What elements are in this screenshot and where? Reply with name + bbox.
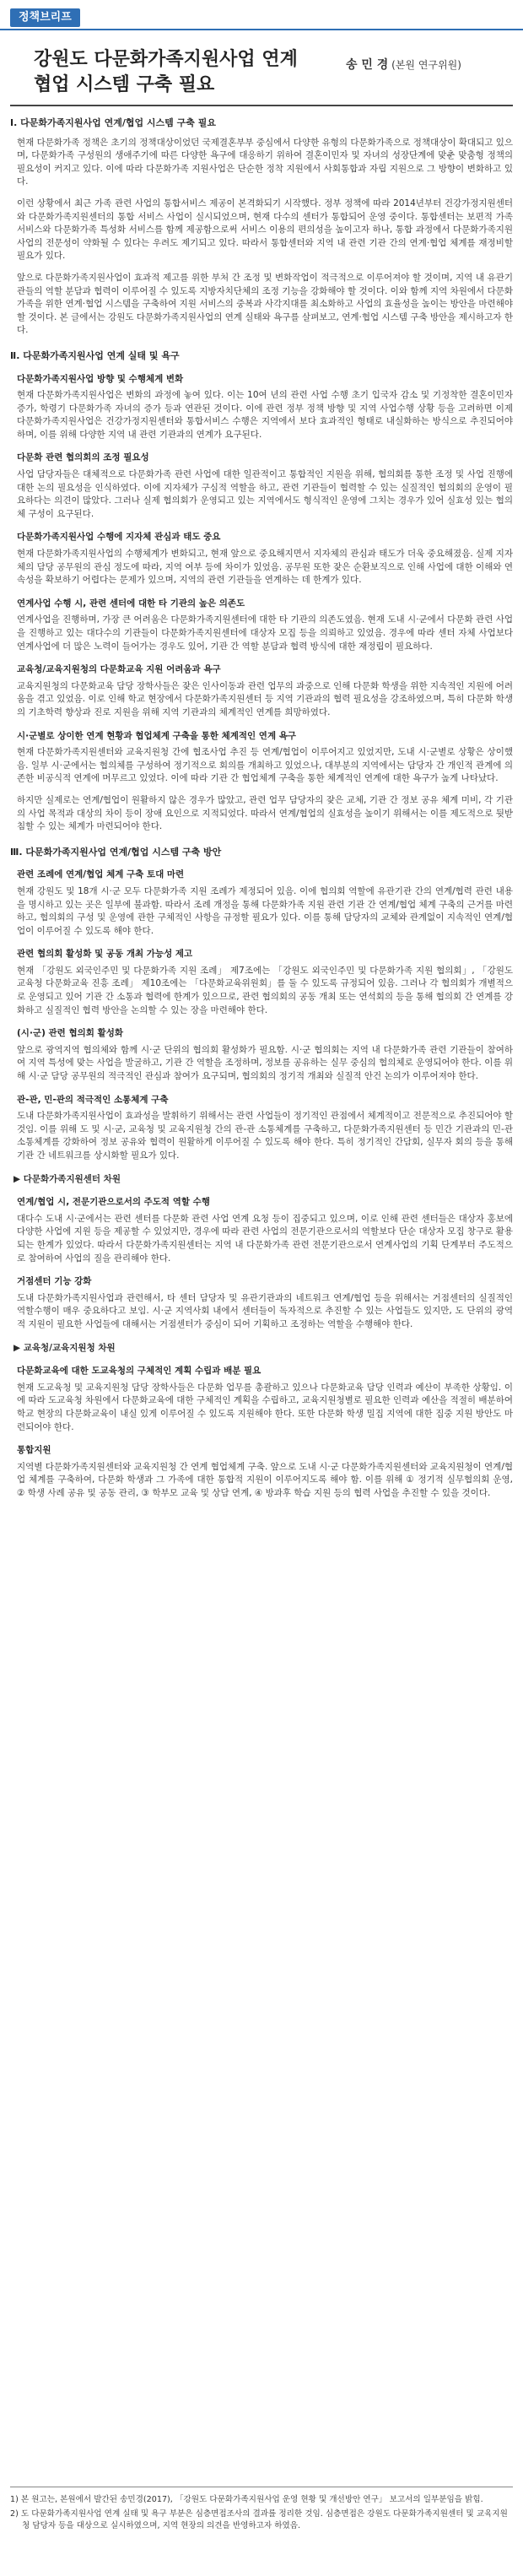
title-line-1: 강원도 다문화가족지원사업 연계 — [34, 49, 298, 70]
subsection-heading: 통합지원 — [17, 1445, 51, 1456]
paragraph: 하지만 실제로는 연계/협업이 원활하지 않은 경우가 많았고, 관련 업무 담당자의 잦은 교체, 기관 간 정보 공유 체계 미비, 각 기관의 사업 목적과 대상의 차이 등이 장애 요인으로 지적되었다. 따라서 연계/협업의 실효성을 높이기 위해서는 이를 제도적으로 뒷받침할 수 있는 체계가 마련되어야 한다. — [17, 794, 513, 832]
paragraph: 앞으로 광역지역 협의체와 함께 시·군 단위의 협의회 활성화가 필요함. 시·군 협의회는 지역 내 다문화가족 관련 기관들이 참여하여 지역 특성에 맞는 사업을 발굴하고, 기관 간 역할을 조정하며, 정보를 공유하는 실무 중심의 협의체로 운영되어야 한다. 이를 위해 시·군 담당 공무원의 적극적인 관심과 참여가 요구되며, 협의회의 정기적 개최와 실질적 안건 논의가 이루어져야 한다. — [17, 1044, 513, 1082]
brand-label: 정책브리프 — [10, 8, 80, 27]
paragraph: 사업 담당자들은 대체적으로 다문화가족 관련 사업에 대한 일관적이고 통합적인 지원을 위해, 협의회를 통한 조정 및 사업 진행에 대한 논의 필요성을 인식하였다. 이에 지자체가 구심적 역할을 하고, 관련 기관들이 협력할 수 있는 실질적인 협의회의 운영이 필요하다는 의견이 많았다. 그러나 실제 협의회가 운영되고 있는 지역에서도 형식적인 운영에 그치는 경우가 있어 실효성 있는 협의체 구성이 요구된다. — [17, 469, 513, 519]
paragraph: 현재 「강원도 외국인주민 및 다문화가족 지원 조례」 제7조에는 「강원도 외국인주민 및 다문화가족 지원 협의회」, 「강원도 교육청 다문화교육 진흥 조례」 제10조에는 「다문화교육위원회」를 둘 수 있도록 규정되어 있음. 그러나 각 협의회가 개별적으로 운영되고 있어 기관 간 소통과 협력에 한계가 있으므로, 관련 협의회의 공동 개최 또는 연석회의 등을 통해 협의회 간 연계를 강화하고 실질적인 협력 방안을 논의할 수 있는 장을 마련해야 한다. — [17, 965, 513, 1015]
article-title — [34, 47, 405, 98]
subsection-heading: 교육청/교육지원청의 다문화교육 지원 어려움과 욕구 — [17, 664, 221, 675]
footnote: 2) 도 다문화가족지원사업 연계 실태 및 욕구 부분은 심층면접조사의 결과를 정리한 것임. 심층면접은 강원도 다문화가족지원센터 및 교육지원청 담당자 등을 대상으로 실시하였으며, 지역 현장의 의견을 반영하고자 하였음. — [10, 2509, 508, 2530]
bullet-heading: ▶ 교육청/교육지원청 차원 — [13, 1342, 116, 1353]
title-divider — [10, 105, 513, 106]
author-credit — [346, 56, 461, 73]
brand-divider — [0, 29, 523, 30]
paragraph: 연계사업을 진행하며, 가장 큰 어려움은 다문화가족지원센터에 대한 타 기관의 의존도였음. 현재 도내 시·군에서 다문화 관련 사업을 진행하고 있는 대다수의 기관들이 다문화가족지원센터에 대상자 모집 등을 의뢰하고 있었음. 경우에 따라 센터 자체 사업보다 연계사업에 더 많은 노력이 들어가는 경우도 있어, 기관 간 역할 분담과 협력 방식에 대한 재정립이 필요하다. — [17, 614, 513, 652]
section-heading: Ⅲ. 다문화가족지원사업 연계/협업 시스템 구축 방안 — [10, 846, 222, 858]
paragraph: 도내 다문화가족지원사업이 효과성을 발휘하기 위해서는 관련 사업들이 정기적인 관점에서 체계적이고 전문적으로 추진되어야 할 것임. 이를 위해 도 및 시·군, 교육청 및 교육지원청 간의 관-관 소통체계를 구축하고, 다문화가족지원센터 등 민간 기관과의 민-관 소통체계를 강화하여 정보 공유와 협력이 원활하게 이루어질 수 있도록 해야 한다. 특히 정기적인 간담회, 실무자 회의 등을 통해 기관 간 네트워크를 상시화할 필요가 있다. — [17, 1111, 513, 1161]
subsection-heading: 관-관, 민-관의 적극적인 소통체계 구축 — [17, 1094, 169, 1105]
paragraph: 앞으로 다문화가족지원사업이 효과적 제고를 위한 부처 간 조정 및 변화작업이 적극적으로 이루어져야 할 것이며, 지역 내 유관기관들의 역할 분담과 협력이 이루어질 수 있도록 지방자치단체의 조정 기능을 강화해야 할 것이다. 이와 함께 지역 차원에서 다문화가족을 위한 연계·협업 시스템을 구축하여 지원 서비스의 중복과 사각지대를 최소화하고 사업의 효율성을 높이는 방안을 마련해야 할 것이다. 본 글에서는 강원도 다문화가족지원사업의 연계 실태와 욕구를 살펴보고, 연계·협업 시스템 구축 방안을 제시하고자 한다. — [17, 272, 513, 336]
author-affiliation: (본원 연구위원) — [391, 59, 461, 71]
title-line-2: 협업 시스템 구축 필요 — [34, 74, 215, 95]
footnotes — [10, 2487, 513, 2535]
footnote: 1) 본 원고는, 본원에서 발간된 송민경(2017), 「강원도 다문화가족지원사업 운영 현황 및 개선방안 연구」 보고서의 일부분임을 밝힘. — [10, 2495, 483, 2504]
paragraph: 현재 강원도 및 18개 시·군 모두 다문화가족 지원 조례가 제정되어 있음. 이에 협의회 역할에 유관기관 간의 연계/협력 관련 내용을 명시하고 있는 곳은 일부에 불과함. 따라서 조례 개정을 통해 다문화가족 지원 관련 기관 간 연계/협업 체계 구축의 근거를 마련하고, 협의회의 구성 및 운영에 관한 구체적인 사항을 규정할 필요가 있다. 이를 통해 담당자의 교체와 관계없이 지속적인 연계/협업이 이루어질 수 있도록 해야 한다. — [17, 885, 513, 936]
subsection-heading: 다문화가족지원사업 방향 및 수행체계 변화 — [17, 373, 184, 384]
bullet-heading: ▶ 다문화가족지원센터 차원 — [13, 1173, 121, 1184]
subsection-heading: 관련 조례에 연계/협업 체계 구축 토대 마련 — [17, 869, 185, 880]
subsection-heading: 다문화 관련 협의회의 조정 필요성 — [17, 452, 149, 463]
paragraph: 도내 다문화가족지원사업과 관련해서, 타 센터 담당자 및 유관기관과의 네트워크 연계/협업 등을 위해서는 거점센터의 실질적인 역할수행이 매우 중요하다고 보임. 시·군 지역사회 내에서 센터들이 독자적으로 추진할 수 있는 사업들도 있지만, 도 단위의 광역적 지원이 필요한 사업들에 대해서는 거점센터가 중심이 되어 기획하고 조정하는 역할을 수행해야 한다. — [17, 1292, 513, 1329]
subsection-heading: 다문화가족지원사업 수행에 지자체 관심과 태도 중요 — [17, 532, 221, 543]
subsection-heading: 시·군별로 상이한 연계 현황과 협업체계 구축을 통한 체계적인 연계 욕구 — [17, 730, 297, 741]
subsection-heading: (시·군) 관련 협의회 활성화 — [17, 1028, 123, 1039]
brand-header — [0, 0, 523, 37]
paragraph: 현재 다문화가족지원사업의 수행체계가 변화되고, 현재 앞으로 중요해지면서 지자체의 관심과 태도가 더욱 중요해졌음. 실제 지자체의 담당 공무원의 관심 정도에 따라, 지역 여부 등에 차이가 있었음. 공무원 또한 잦은 순환보직으로 인해 사업에 대한 이해와 연속성을 확보하기 어렵다는 문제가 있으며, 지역의 관련 기관들을 연계하는 데 한계가 있다. — [17, 549, 513, 586]
subsection-heading: 관련 협의회 활성화 및 공동 개최 가능성 제고 — [17, 949, 193, 960]
subsection-heading: 거점센터 기능 강화 — [17, 1276, 92, 1287]
author-name: 송 민 경 — [346, 58, 389, 72]
paragraph: 현재 다문화가족지원센터와 교육지원청 간에 협조사업 추진 등 연계/협업이 이루어지고 있었지만, 도내 시·군별로 상황은 상이했음. 일부 시·군에서는 협의체를 구성하여 정기적으로 회의를 개최하고 있었으나, 대부분의 지역에서는 담당자 간 개인적 관계에 의존한 비공식적 연계에 머무르고 있었다. 이에 따라 기관 간 협업체계 구축을 통한 체계적인 연계에 대한 욕구가 높게 나타났다. — [17, 747, 513, 784]
paragraph: 대다수 도내 시·군에서는 관련 센터를 다문화 관련 사업 연계 요청 등이 집중되고 있으며, 이로 인해 관련 센터들은 대상자 홍보에 다양한 사업에 지원 등을 제공할 수 있었지만, 경우에 따라 관련 사업의 전문기관으로서의 역할보다 단순 대상자 모집 창구로 활용되는 한계가 있었다. 따라서 다문화가족지원센터는 지역 내 다문화가족 관련 전문기관으로서 연계사업의 기획 단계부터 주도적으로 참여하여 사업의 질을 관리해야 한다. — [17, 1213, 513, 1264]
paragraph: 교육지원청의 다문화교육 담당 장학사들은 잦은 인사이동과 관련 업무의 과중으로 인해 다문화 학생을 위한 지속적인 지원에 어려움을 겪고 있었음. 이로 인해 학교 현장에서 다문화가족지원센터 등 지역 기관과의 협력 필요성을 강조하였으며, 특히 다문화 학생의 기초학력 향상과 진로 지원을 위해 지역 기관과의 체계적인 연계를 희망하였다. — [17, 680, 513, 717]
subsection-heading: 연계사업 수행 시, 관련 센터에 대한 타 기관의 높은 의존도 — [17, 598, 245, 609]
subsection-heading: 연계/협업 시, 전문기관으로서의 주도적 역할 수행 — [17, 1197, 210, 1208]
section-heading: Ⅱ. 다문화가족지원사업 연계 실태 및 욕구 — [10, 349, 180, 361]
section-heading: Ⅰ. 다문화가족지원사업 연계/협업 시스템 구축 필요 — [10, 117, 216, 128]
subsection-heading: 다문화교육에 대한 도교육청의 구체적인 계획 수립과 배분 필요 — [17, 1366, 262, 1377]
paragraph: 현재 도교육청 및 교육지원청 담당 장학사들은 다문화 업무를 총괄하고 있으나 다문화교육 담당 인력과 예산이 부족한 상황임. 이에 따라 도교육청 차원에서 다문화교육에 대한 구체적인 계획을 수립하고, 교육지원청별로 필요한 인력과 예산을 적절히 배분하여 학교 현장의 다문화교육이 내실 있게 이루어질 수 있도록 지원해야 한다. 또한 다문화 학생 밀집 지역에 대한 집중 지원 방안도 마련되어야 한다. — [17, 1382, 513, 1432]
paragraph: 현재 다문화가족지원사업은 변화의 과정에 놓여 있다. 이는 10여 년의 관련 사업 수행 초기 입국자 감소 및 기정착한 결혼이민자 증가, 학령기 다문화가족 자녀의 증가 등과 연관된 것이다. 이에 관련 정부 정책 방향 및 지역 사업수행 상황 등을 고려하면 이제 다문화가족지원사업은 건강가정지원센터와 통합서비스 수행은 지역에서 보다 효과적인 형태로 내실화하는 방식으로 추진되어야 하며, 이를 위해 다양한 지역 내 관련 기관과의 연계가 요구된다. — [17, 390, 513, 440]
paragraph: 지역별 다문화가족지원센터와 교육지원청 간 연계 협업체계 구축. 앞으로 도내 시·군 다문화가족지원센터와 교육지원청이 연계/협업 체계를 구축하여, 다문화 학생과 그 가족에 대한 통합적 지원이 이루어지도록 해야 함. 이를 위해 ① 정기적 실무협의회 운영, ② 학생 사례 공유 및 공동 관리, ③ 학부모 교육 및 상담 연계, ④ 방과후 학습 지원 등의 협력 사업을 추진할 수 있을 것이다. — [17, 1461, 513, 1498]
paragraph: 이런 상황에서 최근 가족 관련 사업의 통합서비스 제공이 본격화되기 시작했다. 정부 정책에 따라 2014년부터 건강가정지원센터와 다문화가족지원센터의 통합 서비스 사업이 실시되었으며, 현재 다수의 센터가 통합되어 운영 중이다. 통합센터는 보편적 가족서비스와 다문화가족 특성화 서비스를 함께 제공함으로써 서비스 이용의 편의성을 높이고자 하나, 통합 과정에서 다문화가족지원사업의 전문성이 약화될 수 있다는 우려도 제기되고 있다. 따라서 통합센터와 지역 내 관련 기관 간의 연계·협업 체계를 재정비할 필요가 있다. — [17, 198, 513, 262]
article-body — [10, 116, 513, 1508]
paragraph: 현재 다문화가족 정책은 초기의 정책대상이었던 국제결혼부부 중심에서 다양한 유형의 다문화가족으로 정책대상이 확대되고 있으며, 다문화가족 구성원의 생애주기에 따른 다양한 욕구에 대응하기 위하여 결혼이민자 및 자녀의 성장단계에 맞춘 맞춤형 정책의 필요성이 커지고 있다. 이에 따라 다문화가족 지원사업은 단순한 정착 지원에서 사회통합과 자립 지원으로 그 방향이 변화하고 있다. — [17, 137, 513, 187]
